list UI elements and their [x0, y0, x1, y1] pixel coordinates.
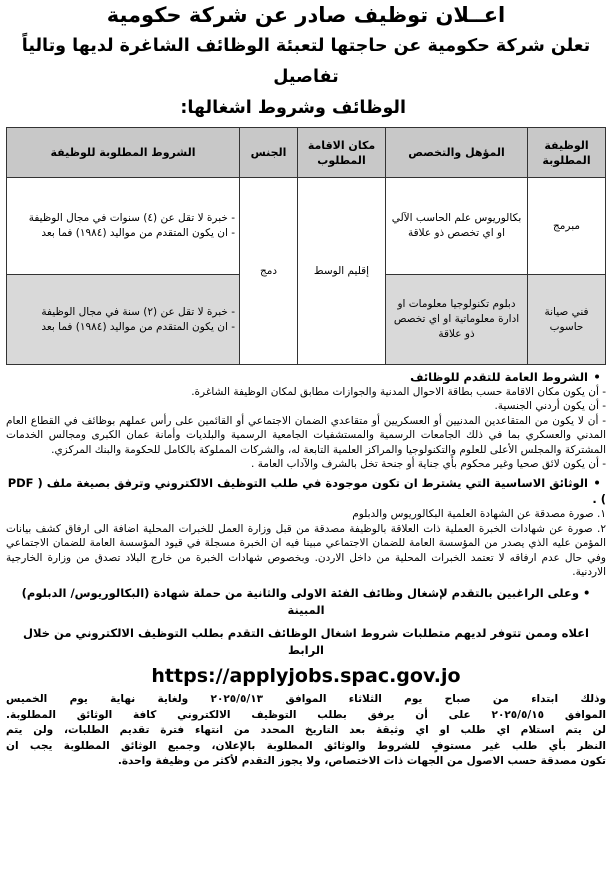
header-qualification: المؤهل والتخصص: [386, 128, 528, 178]
documents-section: [6, 475, 606, 579]
condition-line: - خبرة لا تقل عن (٢) سنة في مجال الوظيفة: [41, 305, 235, 318]
conditions-cell: [7, 275, 240, 365]
condition-item: - أن يكون مكان الاقامة حسب بطاقة الاحوال المدنية والجوازات مطابق لمكان الوظيفة الشاغرة.: [191, 386, 606, 398]
condition-line: - ان يكون المتقدم من مواليد (١٩٨٤) فما بعد: [41, 227, 235, 239]
subtitle-line-1: تعلن شركة حكومية عن حاجتها لتعبئة الوظائف الشاغرة لديها وتالياً تفاصيل: [21, 36, 591, 87]
job-title-cell: فني صيانة حاسوب: [528, 275, 606, 365]
paragraph-line: الموافق ٢٠٢٥/٥/١٥ على أن يرفق بطلب التوظيف الالكتروني كافة الوثائق المطلوبة.: [6, 708, 606, 721]
header-location: مكان الاقامة المطلوب: [298, 128, 386, 178]
paragraph-line: لن يتم استلام اي طلب او اي وثيقة بعد التاريخ المحدد من انتهاء فترة تقديم الطلبات، ولن يتم: [6, 724, 606, 737]
jobs-table-header-row: [7, 128, 606, 178]
job-title-cell: مبرمج: [528, 178, 606, 275]
condition-line: - خبرة لا تقل عن (٤) سنوات في مجال الوظيفة: [28, 212, 235, 224]
announcement-title: اعــلان توظيف صادر عن شركة حكومية: [106, 3, 506, 27]
document-item: ١. صورة مصدقة عن الشهادة العلمية البكالوريوس والدبلوم: [352, 508, 606, 521]
condition-item: - أن يكون أردني الجنسية.: [494, 400, 606, 413]
application-period-paragraph: [6, 692, 606, 770]
header-job: الوظيفة المطلوبة: [528, 128, 606, 178]
bullet-icon: •: [593, 370, 601, 384]
paragraph-line: النظر بأي طلب غير مستوفٍ للشروط والوثائق المطلوبة بالإعلان، وجميع الوثائق المطلوبة يجب ان: [6, 739, 606, 752]
condition-item: - أن يكون لائق صحيا وغير محكوم بأي جناية أو جنحة تخل بالشرف والآداب العامة .: [251, 458, 606, 471]
general-conditions-heading: •الشروط العامة للتقدم للوظائف: [6, 369, 606, 385]
qualification-cell: دبلوم تكنولوجيا معلومات او ادارة معلوماتية او اي تخصص ذو علاقة: [386, 275, 528, 365]
apply-line-2: اعلاه وممن تتوفر لديهم متطلبات شروط اشغال الوظائف التقدم بطلب التوظيف الالكتروني من خلال الرابط: [23, 626, 589, 658]
document-item: ٢. صورة عن شهادات الخبرة العملية ذات العلاقة بالوظيفة مصدقة من قبل وزارة العمل للخبرات المحلية اضافة الى ارفاق كشف بيانات المؤمن عليه الذي يصدر من المؤسسة العامة للضمان الاجتماعي مبينا فيه ان الخبرة مسجلة في قيود المؤسسة العامة للضمان الاجتماعي وفي حال عدم ارفاقه لا تعتمد الخبرات المحلية من داخل الاردن. وبخصوص شهادات الخبرة من خارج البلاد تصدق من وزارة الخارجية الاردنية.: [6, 522, 606, 579]
condition-line: - ان يكون المتقدم من مواليد (١٩٨٤) فما بعد: [41, 320, 235, 333]
subtitle-line-2: الوظائف وشروط اشغالها:: [180, 98, 406, 118]
header-conditions: الشروط المطلوبة للوظيفة: [7, 128, 240, 178]
conditions-cell: [7, 178, 240, 275]
apply-section: [6, 585, 606, 689]
paragraph-line: وذلك ابتداء من صباح يوم الثلاثاء الموافق ٢٠٢٥/٥/١٣ ولغاية نهاية يوم الخميس: [6, 693, 606, 706]
general-conditions-section: [6, 369, 606, 471]
qualification-cell: بكالوريوس علم الحاسب الآلي او اي تخصص ذو علاقة: [386, 178, 528, 275]
paragraph-line: تكون مصدقة حسب الاصول من الجهات ذات الاختصاص، ولا يجوز التقدم لأكثر من وظيفة واحدة.: [117, 755, 606, 768]
apply-line-1: • وعلى الراغبين بالتقدم لإشغال وظائف الفئة الاولى والثانية من حملة شهادة (البكالوريوس/ الدبلوم) المبينة: [21, 586, 591, 618]
application-link[interactable]: https://applyjobs.spac.gov.jo: [151, 665, 461, 688]
header-gender: الجنس: [240, 128, 298, 178]
bullet-icon: •: [583, 586, 591, 601]
table-row: [7, 178, 606, 275]
gender-cell: دمج: [240, 178, 298, 365]
announcement-subtitle: [6, 31, 606, 124]
documents-heading: •الوثائق الاساسية التي يشترط ان تكون موجودة في طلب التوظيف الالكتروني وترفق بصيغة ملف ( PDF ) .: [7, 476, 606, 507]
bullet-icon: •: [593, 476, 601, 491]
location-cell: إقليم الوسط: [298, 178, 386, 365]
condition-item: - أن لا يكون من المتقاعدين المدنيين أو العسكريين أو متقاعدي الضمان الاجتماعي أو القائمين على رأس عملهم بوظائف في القطاع العام المدني والعسكري بما في ذلك الجامعات الرسمية والمستشفيات الجامعية الرسمية والبلديات وأمانة عمان الكبرى ومجالس الخدمات المشتركة والمجلس الأعلى للعلوم والتكنولوجيا والمراكز العلمية التابعة له، والشركات المملوكة بالكامل للحكومة والبنك المركزي.: [6, 414, 606, 456]
jobs-table: [6, 127, 606, 365]
